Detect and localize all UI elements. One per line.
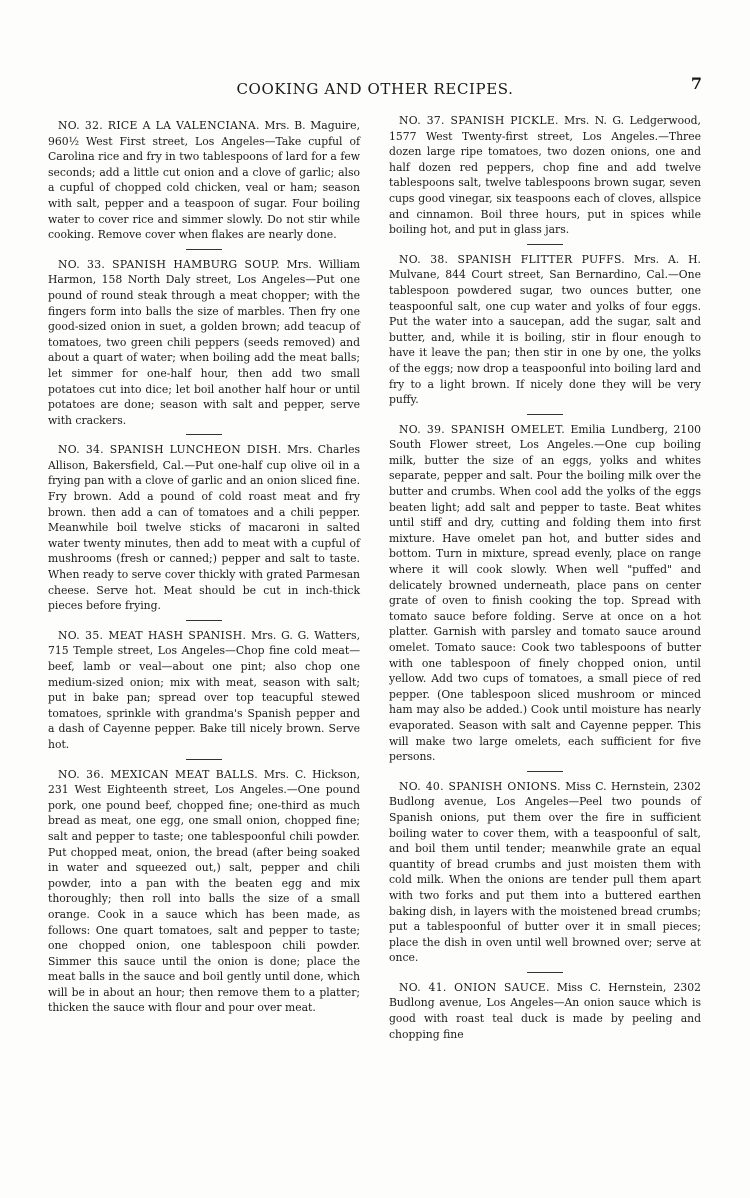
recipe-34: [48, 442, 360, 614]
recipe-36: [48, 767, 360, 1017]
recipe-heading: NO. 39. SPANISH OMELET.: [399, 422, 565, 436]
right-column: [389, 113, 701, 1042]
recipe-39: [389, 422, 701, 765]
left-column: [48, 118, 360, 1016]
recipe-heading: NO. 40. SPANISH ONIONS.: [399, 779, 561, 793]
recipe-heading: NO. 37. SPANISH PICKLE.: [399, 114, 559, 127]
recipe-body: Mrs. A. H. Mulvane, 844 Court street, San Bernardino, Cal.—One tablespoon powdered sugar, two ounces butter, one teaspoonful salt, one cup water and yolks of four eggs. Put the water into a saucepan, add the sugar, salt and butter, and, while it is boiling, stir in flour enough to have it leave the pan; then stir in one by one, the yolks of the eggs; now drop a teaspoonful into boiling lard and fry to a light brown. If nicely done they will be very puffy.: [389, 252, 701, 407]
recipe-heading: NO. 34. SPANISH LUNCHEON DISH.: [58, 443, 282, 457]
page-number: 7: [690, 74, 702, 93]
divider-rule: [186, 759, 222, 760]
recipe-body: Emilia Lundberg, 2100 South Flower street, Los Angeles.—One cup boiling milk, butter the size of an eggs, yolks and whites separate, pepper and salt. Pour the boiling milk over the butter and crumbs. When cool add the yolks of the eggs beaten light; add salt and pepper to taste. Beat whites until stiff and dry, cutting and folding them into first mixture. Have omelet pan hot, and butter sides and bottom. Turn in mixture, spread evenly, place on range where it will cook slowly. When well "puffed" and delicately browned underneath, place pans on center grate of oven to finish cooking the top. Spread with tomato sauce before folding. Serve at once on a hot platter. Garnish with parsley and tomato sauce around omelet. Tomato sauce: Cook two tablespoons of butter with one tablespoon of finely chopped onion, until yellow. Add two cups of tomatoes, a small piece of red pepper. (One tablespoon sliced mushroom or minced ham may also be added.) Cook until moisture has nearly evaporated. Season with salt and Cayenne pepper. This will make two large omelets, each sufficient for five persons.: [389, 422, 701, 764]
recipe-body: Miss C. Hernstein, 2302 Budlong avenue, Los Angeles—An onion sauce which is good with roast teal duck is made by peeling and chopping fine: [389, 980, 702, 1041]
recipe-37: [389, 113, 701, 238]
recipe-heading: NO. 41. ONION SAUCE.: [399, 980, 550, 994]
recipe-body: Mrs. C. Hickson, 231 West Eighteenth street, Los Angeles.—One pound pork, one pound beef, chopped fine; one-third as much bread as meat, one egg, one small onion, chopped fine; salt and pepper to taste; one tablespoonful chili powder. Put chopped meat, onion, the bread (after being soaked in water and squeezed out,) salt, pepper and chili powder, into a pan with the beaten egg and mix thoroughly; then roll into balls the size of a small orange. Cook in a sauce which has been made, as follows: One quart tomatoes, salt and pepper to taste; one chopped onion, one tablespoon chili powder. Simmer this sauce until the onion is done; place the meat balls in the sauce and boil gently until done, which will be in about an hour; then remove them to a platter; thicken the sauce with flour and pour over meat.: [48, 767, 360, 1015]
recipe-32: [48, 118, 360, 243]
recipe-38: [389, 252, 701, 408]
recipe-heading: NO. 33. SPANISH HAMBURG SOUP.: [58, 257, 280, 271]
recipe-33: [48, 257, 360, 429]
recipe-heading: NO. 36. MEXICAN MEAT BALLS.: [58, 767, 259, 781]
running-head: COOKING AND OTHER RECIPES.: [236, 80, 514, 98]
divider-rule: [527, 414, 563, 415]
divider-rule: [527, 244, 563, 245]
recipe-40: [389, 779, 701, 966]
divider-rule: [527, 771, 563, 772]
recipe-body: Miss C. Hernstein, 2302 Budlong avenue, Los Angeles—Peel two pounds of Spanish onions, put them over the fire in sufficient boiling water to cover them, with a teaspoonful of salt, and boil them until tender; meanwhile grate an equal quantity of bread crumbs and just moisten them with cold milk. When the onions are tender pull them apart with two forks and put them into a buttered earthen baking dish, in layers with the moistened bread crumbs; put a tablespoonful of butter over it in small pieces; place the dish in oven until well browned over; serve at once.: [389, 779, 702, 965]
recipe-35: [48, 628, 360, 753]
divider-rule: [186, 620, 222, 621]
divider-rule: [527, 972, 563, 973]
recipe-41: [389, 980, 701, 1042]
recipe-heading: NO. 32. RICE A LA VALENCIANA.: [58, 119, 260, 132]
recipe-body: Mrs. B. Maguire, 960½ West First street, Los Angeles—Take cupful of Carolina rice and fry in two tablespoons of lard for a few seconds; add a little cut onion and a clove of garlic; also a cupful of chopped cold chicken, veal or ham; season with salt, pepper and a teaspoon of sugar. Four boiling water to cover rice and simmer slowly. Do not stir while cooking. Remove cover when flakes are nearly done.: [48, 119, 361, 242]
recipe-heading: NO. 35. MEAT HASH SPANISH.: [58, 628, 247, 642]
recipe-body: Mrs. William Harmon, 158 North Daly street, Los Angeles—Put one pound of round steak through a meat chopper; with the fingers form into balls the size of marbles. Then fry one good-sized onion in suet, a golden brown; add teacup of tomatoes, two green chili peppers (seeds removed) and about a quart of water; when boiling add the meat balls; let simmer for one-half hour, then add two small potatoes cut into dice; let boil another half hour or until potatoes are done; season with salt and pepper, serve with crackers.: [48, 257, 360, 427]
divider-rule: [186, 434, 222, 435]
recipe-heading: NO. 38. SPANISH FLITTER PUFFS.: [399, 252, 626, 266]
recipe-body: Mrs. N. G. Ledgerwood, 1577 West Twenty-first street, Los Angeles.—Three dozen large ripe tomatoes, two dozen onions, one and half dozen red peppers, chop fine and add twelve tablespoons salt, twelve tablespoons brown sugar, seven cups good vinegar, six teaspoons each of cloves, allspice and cinnamon. Boil three hours, put in spices while boiling hot, and put in glass jars.: [389, 114, 701, 237]
divider-rule: [186, 249, 222, 250]
recipe-body: Mrs. Charles Allison, Bakersfield, Cal.—Put one-half cup olive oil in a frying pan with a clove of garlic and an onion sliced fine. Fry brown. Add a pound of cold roast meat and fry brown. then add a can of tomatoes and a chili pepper. Meanwhile boil twelve sticks of macaroni in salted water twenty minutes, then add to meat with a cupful of mushrooms (fresh or canned;) pepper and salt to taste. When ready to serve cover thickly with grated Parmesan cheese. Serve hot. Meat should be cut in inch-thick pieces before frying.: [48, 443, 360, 613]
recipe-body: Mrs. G. G. Watters, 715 Temple street, Los Angeles—Chop fine cold meat—beef, lamb or veal—about one pint; also chop one medium-sized onion; mix with meat, season with salt; put in bake pan; spread over top teacupful stewed tomatoes, sprinkle with grandma's Spanish pepper and a dash of Cayenne pepper. Bake till nicely brown. Serve hot.: [48, 628, 360, 751]
